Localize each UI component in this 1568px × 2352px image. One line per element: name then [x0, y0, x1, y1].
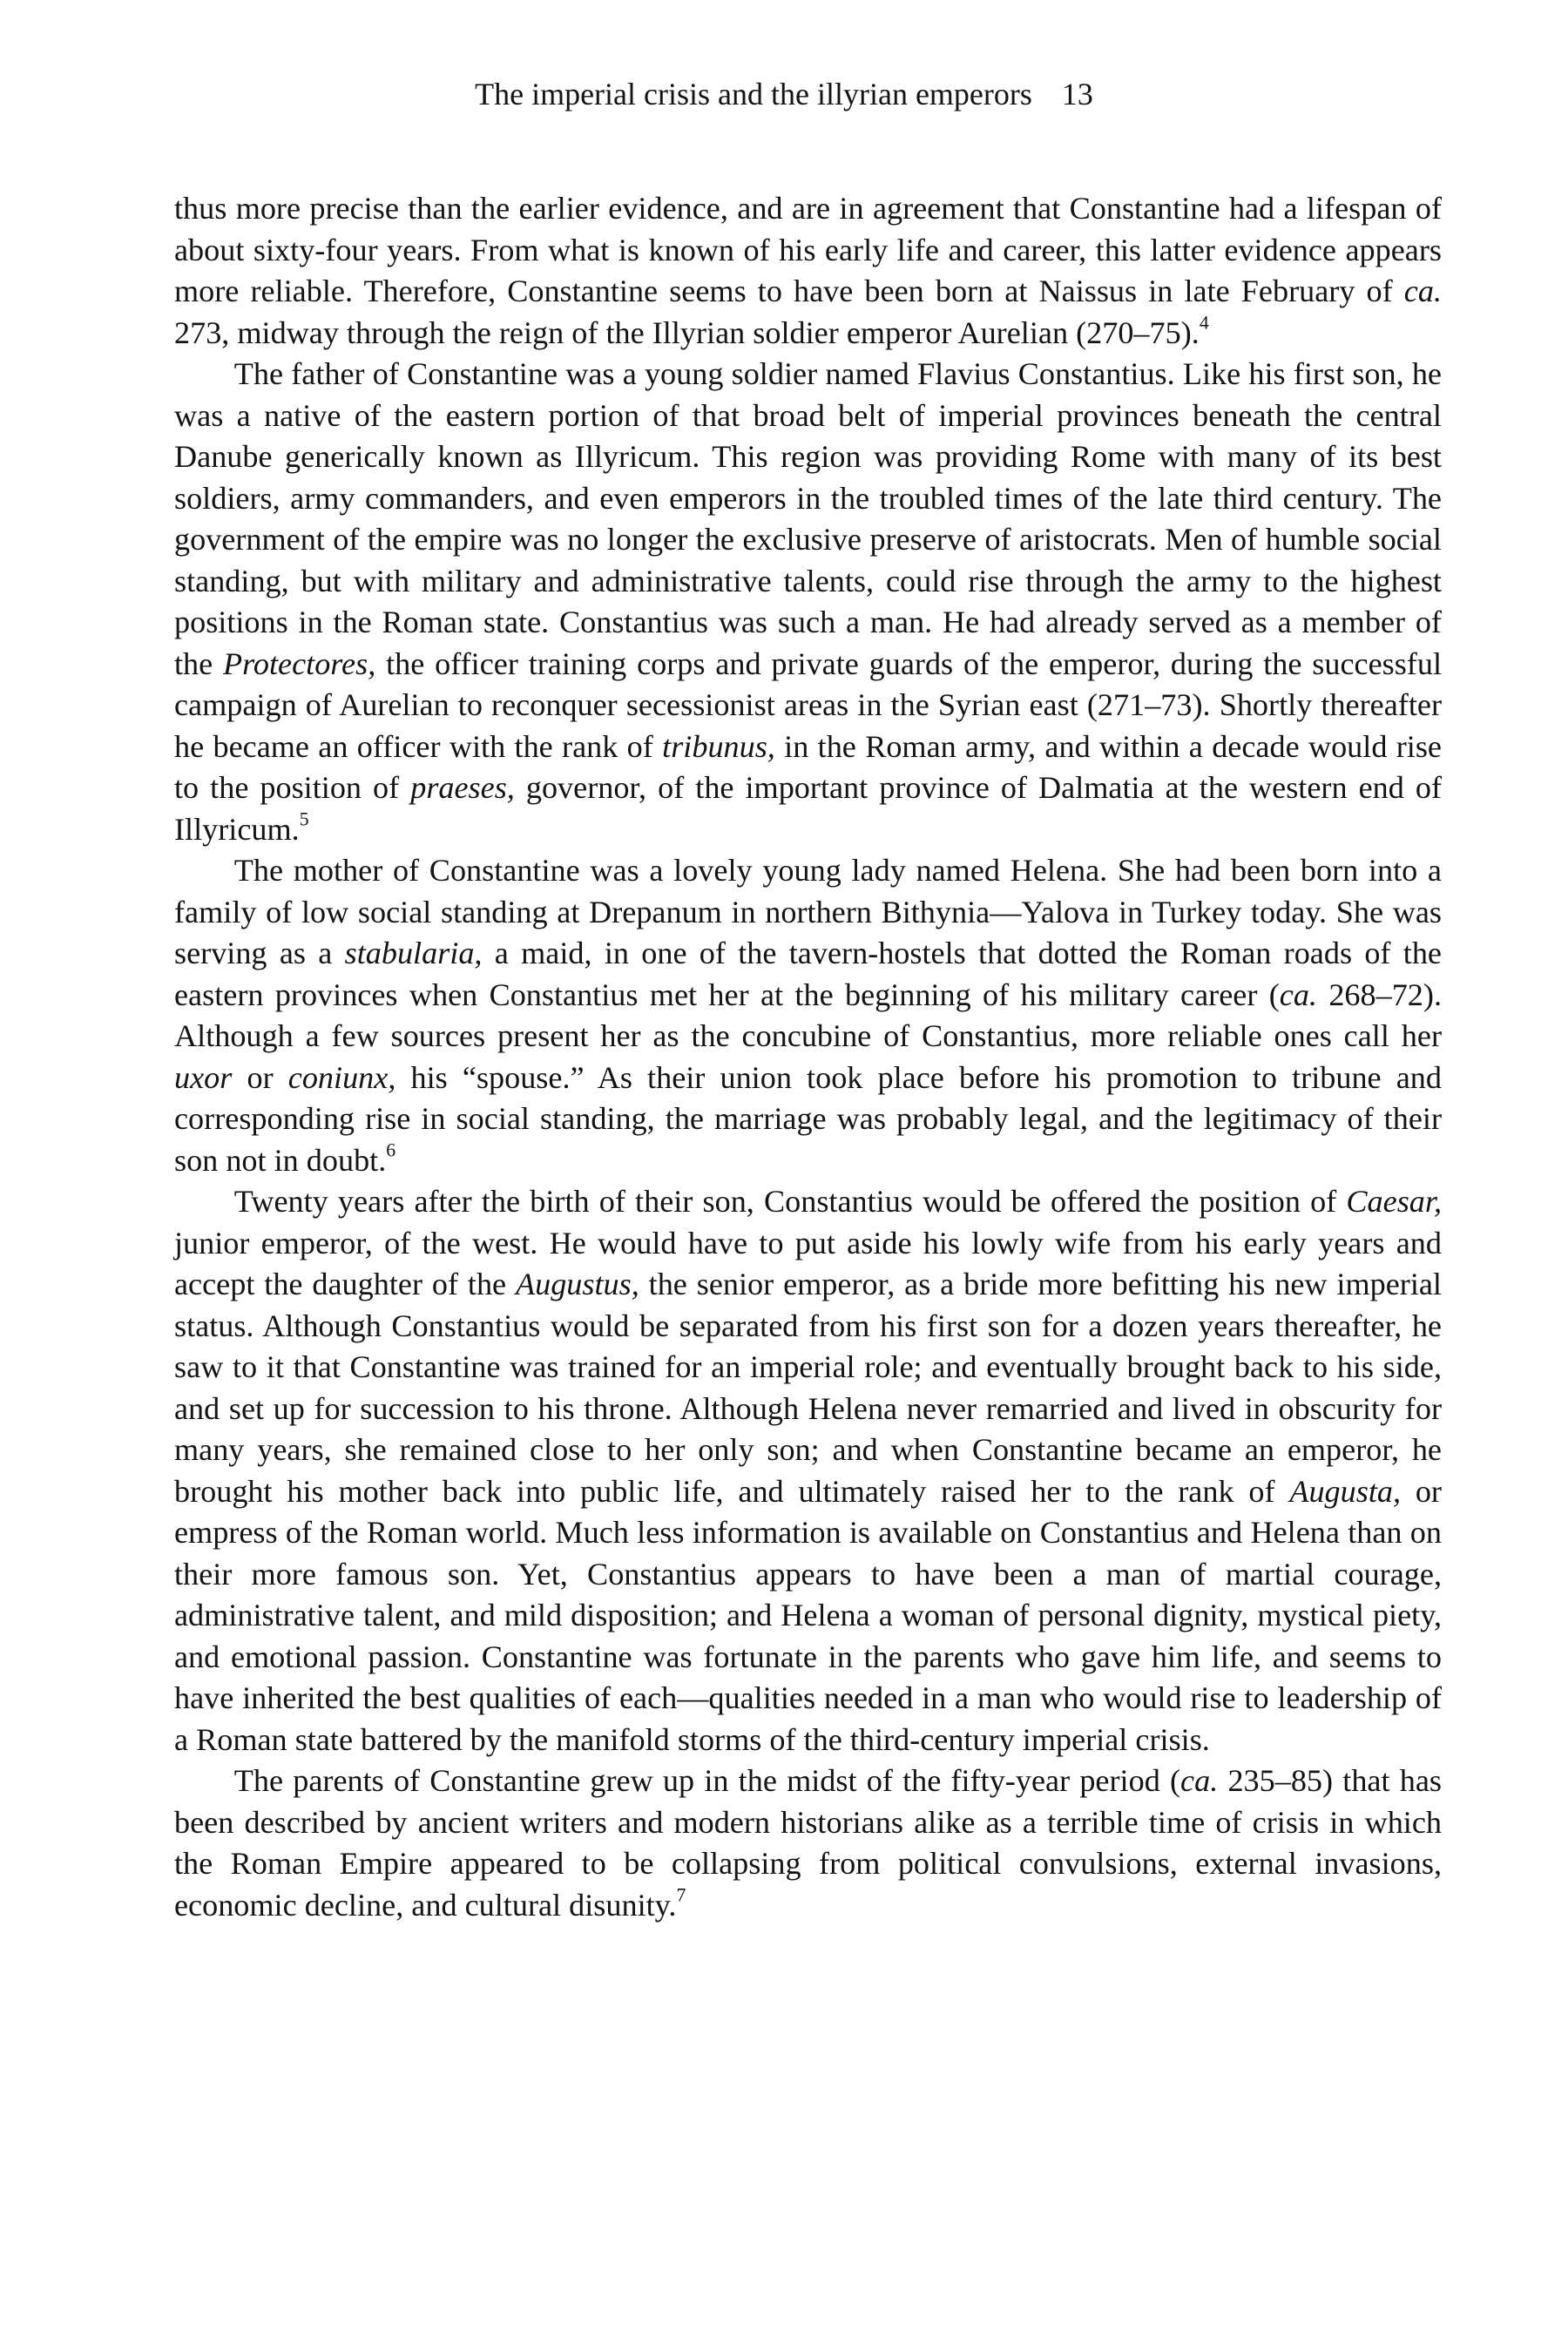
text-run: 273, midway through the reign of the Illyrian soldier emperor Aurelian (270–75). — [174, 314, 1200, 350]
italic-term: Augustus, — [516, 1267, 639, 1301]
text-run: The father of Constantine was a young soldier named Flavius Constantius. Like his first son, he was a native of the eastern portion of that broad belt of imperial provinces beneath the central Danube generically known as Illyricum. This region was providing Rome with many of its best soldiers, army commanders, and even emperors in the troubled times of the late third century. The government of the empire was no longer the exclusive preserve of aristocrats. Men of humble social standing, but with military and administrative talents, could rise through the army to the highest positions in the Roman state. Constantius was such a man. He had already served as a member of the — [174, 356, 1442, 681]
text-run: The parents of Constantine grew up in the midst of the fifty-year period ( — [233, 1763, 1181, 1798]
italic-term: ca. — [1279, 977, 1317, 1012]
footnote-ref: 7 — [676, 1884, 686, 1906]
text-run: the senior emperor, as a bride more befitting his new imperial status. Although Constantius would be separated from his first son for a dozen years thereafter, he saw to it that Constantine was trained for an imperial role; and eventually brought back to his side, and set up for succession to his throne. Although Helena never remarried and lived in obscurity for many years, she remained close to her only son; and when Constantine became an emperor, he brought his mother back into public life, and ultimately raised her to the rank of — [174, 1267, 1442, 1509]
italic-term: coniunx, — [287, 1059, 396, 1095]
body-text — [174, 188, 1442, 1926]
text-run: Twenty years after the birth of their son, Constantius would be offered the position of — [233, 1184, 1347, 1219]
text-run: or — [232, 1059, 288, 1095]
paragraph-2 — [174, 354, 1442, 850]
italic-term: Augusta, — [1289, 1473, 1402, 1509]
text-run: his “spouse.” As their union took place before his promotion to tribune and corresponding rise in social standing, the marriage was probably legal, and the legitimacy of their son not in doubt. — [174, 1059, 1442, 1178]
running-title: The imperial crisis and the illyrian emperors — [475, 77, 1032, 112]
paragraph-4 — [174, 1181, 1442, 1761]
italic-term: Caesar, — [1346, 1184, 1442, 1219]
text-run: the officer training corps and private guards of the emperor, during the successful campaign of Aurelian to reconquer secessionist areas in the Syrian east (271–73). Shortly thereafter he became an officer with the rank of — [174, 645, 1442, 764]
text-run: governor, of the important province of Dalmatia at the western end of Illyricum. — [174, 770, 1443, 847]
italic-term: uxor — [174, 1059, 233, 1095]
italic-term: stabularia, — [344, 936, 483, 970]
paragraph-1 — [174, 188, 1442, 354]
text-run: or empress of the Roman world. Much less information is available on Constantius and Helena than on their more famous son. Yet, Constantius appears to have been a man of martial courage, administrative talent, and mild disposition; and Helena a woman of personal dignity, mystical piety, and emotional passion. Constantine was fortunate in the parents who gave him life, and seems to have inherited the best qualities of each—qualities needed in a man who would rise to leadership of a Roman state battered by the manifold storms of the third-century imperial crisis. — [174, 1473, 1442, 1757]
italic-term: praeses, — [410, 770, 515, 805]
text-run: in the Roman army, and within a decade would rise to the position of — [174, 728, 1442, 805]
italic-term: Protectores, — [223, 645, 376, 681]
text-run: 268–72). Although a few sources present her as the concubine of Constantius, more reliable ones call her — [174, 977, 1442, 1053]
text-run: thus more precise than the earlier evidence, and are in agreement that Constantine had a lifespan of about sixty-four years. From what is known of his early life and career, this latter evidence appears more reliable. Therefore, Constantine seems to have been born at Naissus in late February of — [174, 191, 1442, 308]
italic-term: tribunus, — [662, 728, 775, 764]
paragraph-5 — [174, 1761, 1442, 1926]
text-run: junior emperor, of the west. He would have to put aside his lowly wife from his early years and accept the daughter of the — [174, 1225, 1442, 1301]
text-run: a maid, in one of the tavern-hostels that dotted the Roman roads of the eastern provinces when Constantius met her at the beginning of his military career ( — [174, 936, 1442, 1012]
text-run: The mother of Constantine was a lovely young lady named Helena. She had been born into a family of low social standing at Drepanum in northern Bithynia—Yalova in Turkey today. She was serving as a — [174, 853, 1442, 970]
text-run: 235–85) that has been described by ancient writers and modern historians alike as a terrible time of crisis in which the Roman Empire appeared to be collapsing from political convulsions, external invasions, economic decline, and cultural disunity. — [174, 1763, 1442, 1923]
footnote-ref: 6 — [386, 1139, 396, 1161]
footnote-ref: 4 — [1199, 312, 1209, 334]
italic-term: ca. — [1180, 1763, 1219, 1798]
page-number: 13 — [1061, 77, 1093, 112]
italic-term: ca. — [1403, 274, 1442, 308]
paragraph-3 — [174, 850, 1442, 1181]
running-head — [0, 73, 1568, 115]
footnote-ref: 5 — [299, 808, 309, 830]
